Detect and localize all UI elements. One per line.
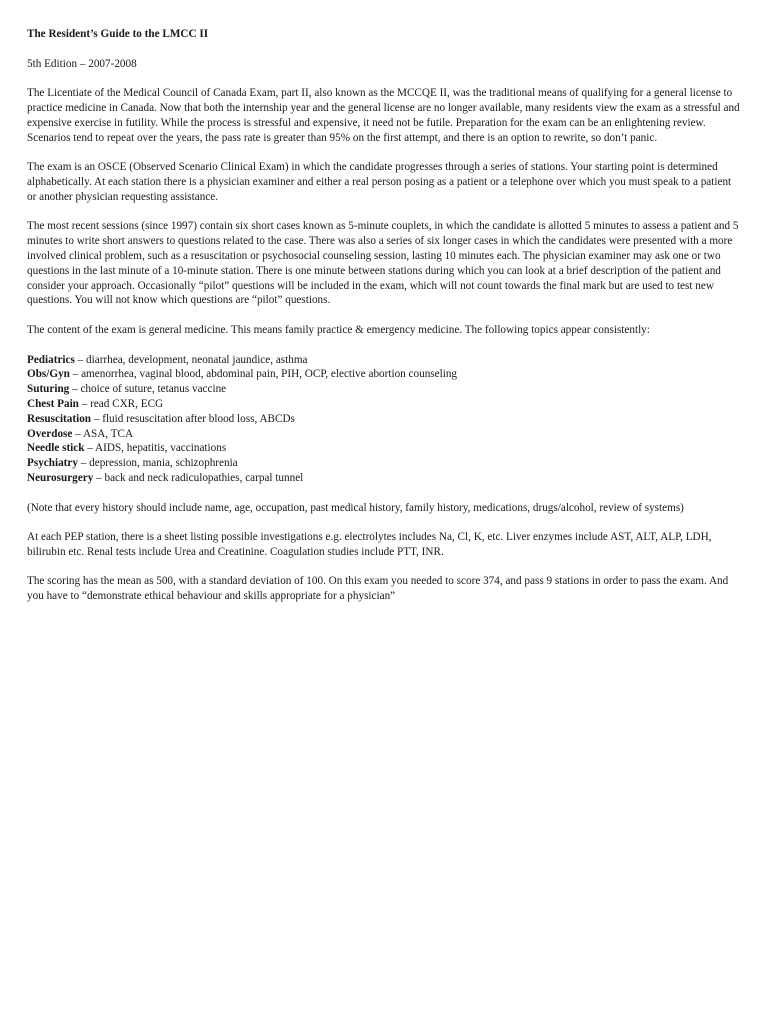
- topic-text: – choice of suture, tetanus vaccine: [69, 383, 227, 396]
- topic-text: – AIDS, hepatitis, vaccinations: [84, 442, 227, 455]
- topic-label: Suturing: [27, 383, 70, 396]
- topic-item-psychiatry: [27, 456, 743, 471]
- paragraph-scoring: The scoring has the mean as 500, with a standard deviation of 100. On this exam you needed to score 374, and pass 9 stations in order to pass the exam. And you have to “demonstrate ethical behaviour and skills appropriate for a physician”: [27, 575, 729, 603]
- topic-item-chest-pain: [27, 397, 743, 412]
- topic-item-suturing: [27, 382, 743, 397]
- paragraph-content: The content of the exam is general medicine. This means family practice & emergency medicine. The following topics appear consistently:: [27, 323, 650, 336]
- topic-text: – depression, mania, schizophrenia: [77, 457, 238, 470]
- topic-label: Psychiatry: [27, 457, 78, 470]
- topic-label: Obs/Gyn: [27, 368, 70, 381]
- document-title: The Resident’s Guide to the LMCC II: [27, 28, 209, 40]
- topic-text: – amenorrhea, vaginal blood, abdominal pain, PIH, OCP, elective abortion counseling: [69, 368, 458, 381]
- paragraph-intro: The Licentiate of the Medical Council of Canada Exam, part II, also known as the MCCQE II, was the traditional means of qualifying for a general license to practice medicine in Canada. Now that both the internship year and the general license are no longer available, many residents view the exam as a stressful and expensive exercise in futility. While the process is stressful and expensive, it need not be futile. Preparation for the exam can be an enlightening review. Scenarios tend to repeat over the years, the pass rate is greater than 95% on the first attempt, and there is an option to rewrite, so don’t panic.: [27, 87, 740, 144]
- topic-label: Pediatrics: [27, 353, 75, 366]
- topic-list: [27, 353, 743, 486]
- paragraph-pep-station: At each PEP station, there is a sheet listing possible investigations e.g. electrolytes includes Na, Cl, K, etc. Liver enzymes include AST, ALT, ALP, LDH, bilirubin etc. Renal tests include Urea and Creatinine. Coagulation studies include PTT, INR.: [27, 531, 712, 558]
- topic-item-neurosurgery: [27, 471, 743, 486]
- topic-label: Overdose: [27, 427, 73, 440]
- topic-text: – read CXR, ECG: [78, 397, 164, 410]
- topic-text: – fluid resuscitation after blood loss, ABCDs: [91, 412, 295, 425]
- topic-label: Needle stick: [27, 442, 85, 455]
- topic-text: – ASA, TCA: [72, 427, 134, 440]
- topic-item-obs-gyn: [27, 367, 743, 382]
- edition-line: 5th Edition – 2007-2008: [27, 57, 137, 70]
- topic-label: Neurosurgery: [27, 471, 94, 484]
- paragraph-osce: The exam is an OSCE (Observed Scenario Clinical Exam) in which the candidate progresses through a series of stations. Your starting point is determined alphabetically. At each station there is a physician examiner and either a real person posing as a patient or a telephone over which you must speak to a patient or another physician requesting assistance.: [27, 161, 732, 203]
- topic-item-needle-stick: [27, 441, 743, 456]
- topic-label: Resuscitation: [27, 412, 92, 425]
- paragraph-history-note: (Note that every history should include name, age, occupation, past medical history, family history, medications, drugs/alcohol, review of systems): [27, 501, 684, 514]
- topic-item-resuscitation: [27, 412, 743, 427]
- topic-text: – back and neck radiculopathies, carpal tunnel: [93, 471, 304, 484]
- topic-item-pediatrics: [27, 353, 743, 368]
- topic-label: Chest Pain: [27, 397, 79, 410]
- paragraph-sessions: The most recent sessions (since 1997) contain six short cases known as 5-minute couplets, in which the candidate is allotted 5 minutes to assess a patient and 5 minutes to write short answers to questions related to the case. There was also a series of six longer cases in which the candidates were presented with a more involved clinical problem, such as a resuscitation or psychosocial counseling session, lasting 10 minutes each. The physician examiner may ask one or two questions in the last minute of a 10-minute station. There is one minute between stations during which you can look at a brief description of the patient and consider your approach. Occasionally “pilot” questions will be included in the exam, which will not count towards the final mark but are used to test new questions. You will not know which questions are “pilot” questions.: [27, 220, 739, 307]
- topic-text: – diarrhea, development, neonatal jaundice, asthma: [74, 353, 308, 366]
- document-page: [27, 27, 743, 619]
- topic-item-overdose: [27, 427, 743, 442]
